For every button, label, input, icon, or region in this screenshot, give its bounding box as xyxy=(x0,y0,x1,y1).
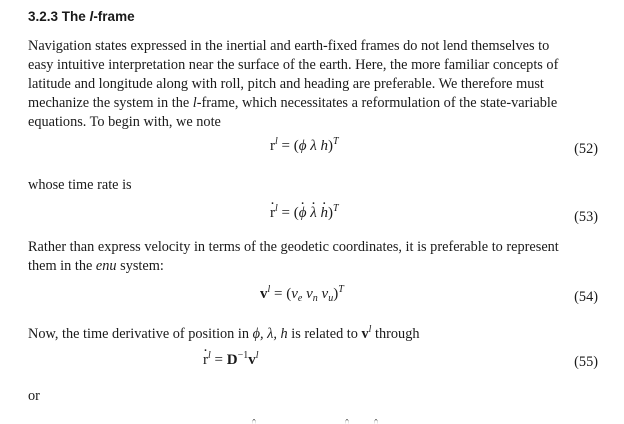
eq-subscript: u xyxy=(328,293,334,304)
paragraph-line: latitude and longitude along with roll, pitch and heading are preferable. We therefore must xyxy=(28,76,544,92)
eq-subscript: n xyxy=(312,293,318,304)
section-frame-letter: l xyxy=(89,9,94,24)
eq-superscript: −1 xyxy=(237,350,249,361)
eq-operator: = ( xyxy=(270,286,292,302)
eq-superscript: l xyxy=(267,284,271,295)
eq-symbol: D xyxy=(226,352,238,368)
paren-fragment xyxy=(345,419,349,424)
section-number: 3.2.3 The xyxy=(28,9,86,24)
eq-symbol: r xyxy=(270,138,275,154)
equation-number-53: (53) xyxy=(574,209,598,225)
paragraph-line: Rather than express velocity in terms of the geodetic coordinates, it is preferable to represent xyxy=(28,239,559,255)
eq-symbol: · ϕ xyxy=(299,205,307,222)
equation-number-55: (55) xyxy=(574,354,598,370)
paragraph-or: or xyxy=(28,388,40,404)
text-fragment: Now, the time derivative of position in xyxy=(28,325,253,342)
eq-superscript: T xyxy=(333,136,339,147)
equation-53 xyxy=(270,205,339,222)
eq-symbol: · h xyxy=(321,205,329,222)
eq-superscript: l xyxy=(275,136,278,147)
paragraph-line: Navigation states expressed in the inertial and earth-fixed frames do not lend themselves to xyxy=(28,38,550,54)
text-fragment: -frame, which necessitates a reformulation of the state-variable xyxy=(196,95,558,111)
paragraph-line xyxy=(28,257,600,276)
paragraph-line: easy intuitive interpretation near the surface of the earth. Here, the more familiar concepts of xyxy=(28,57,559,73)
text-fragment: system: xyxy=(116,258,164,274)
text-italic: enu xyxy=(95,258,117,274)
equation-54 xyxy=(260,286,344,303)
truncated-equation-fragment xyxy=(250,416,380,424)
text-fragment: through xyxy=(371,325,420,342)
text-fragment: is related to xyxy=(287,325,362,342)
eq-symbol: · λ xyxy=(310,205,317,222)
eq-operator: = ( xyxy=(277,205,299,221)
paragraph-time-derivative xyxy=(28,320,600,344)
eq-superscript: T xyxy=(333,203,339,214)
eq-symbol: · r xyxy=(203,352,208,369)
equation-55 xyxy=(203,352,259,369)
text-bold: v xyxy=(361,325,369,342)
text-superscript: l xyxy=(368,324,372,335)
eq-operator: = xyxy=(210,352,227,368)
eq-symbol: v xyxy=(248,352,256,368)
eq-superscript: l xyxy=(275,203,278,214)
paragraph-time-rate: whose time rate is xyxy=(28,177,132,193)
section-heading xyxy=(28,9,135,24)
equation-number-52: (52) xyxy=(574,141,598,157)
eq-operator: ) xyxy=(328,205,334,221)
text-italic: ϕ, λ, h xyxy=(252,325,288,342)
paragraph-velocity xyxy=(28,238,600,276)
paragraph-line: equations. To begin with, we note xyxy=(28,114,221,130)
eq-symbol: λ xyxy=(310,138,317,154)
eq-operator: ) xyxy=(328,138,334,154)
eq-superscript: l xyxy=(208,350,211,361)
eq-symbol: · r xyxy=(270,205,275,222)
eq-subscript: e xyxy=(297,293,303,304)
equation-52 xyxy=(270,138,339,155)
paren-fragment xyxy=(252,419,256,424)
text-fragment: mechanize the system in the xyxy=(28,95,193,111)
text-italic: l xyxy=(192,95,197,111)
eq-symbol: v xyxy=(306,286,313,302)
eq-operator: ) xyxy=(333,286,339,302)
equation-number-54: (54) xyxy=(574,289,598,305)
eq-superscript: T xyxy=(338,284,344,295)
eq-superscript: l xyxy=(255,350,259,361)
paragraph-intro xyxy=(28,37,600,132)
eq-symbol: v xyxy=(291,286,298,302)
section-suffix: -frame xyxy=(93,9,135,24)
eq-symbol: v xyxy=(321,286,329,302)
eq-symbol: ϕ xyxy=(298,138,307,154)
eq-operator: = ( xyxy=(277,138,299,154)
eq-symbol: v xyxy=(260,286,268,302)
eq-symbol: h xyxy=(320,138,329,154)
paragraph-line xyxy=(28,94,600,113)
text-fragment: them in the xyxy=(28,258,96,274)
paren-fragment xyxy=(374,419,378,424)
